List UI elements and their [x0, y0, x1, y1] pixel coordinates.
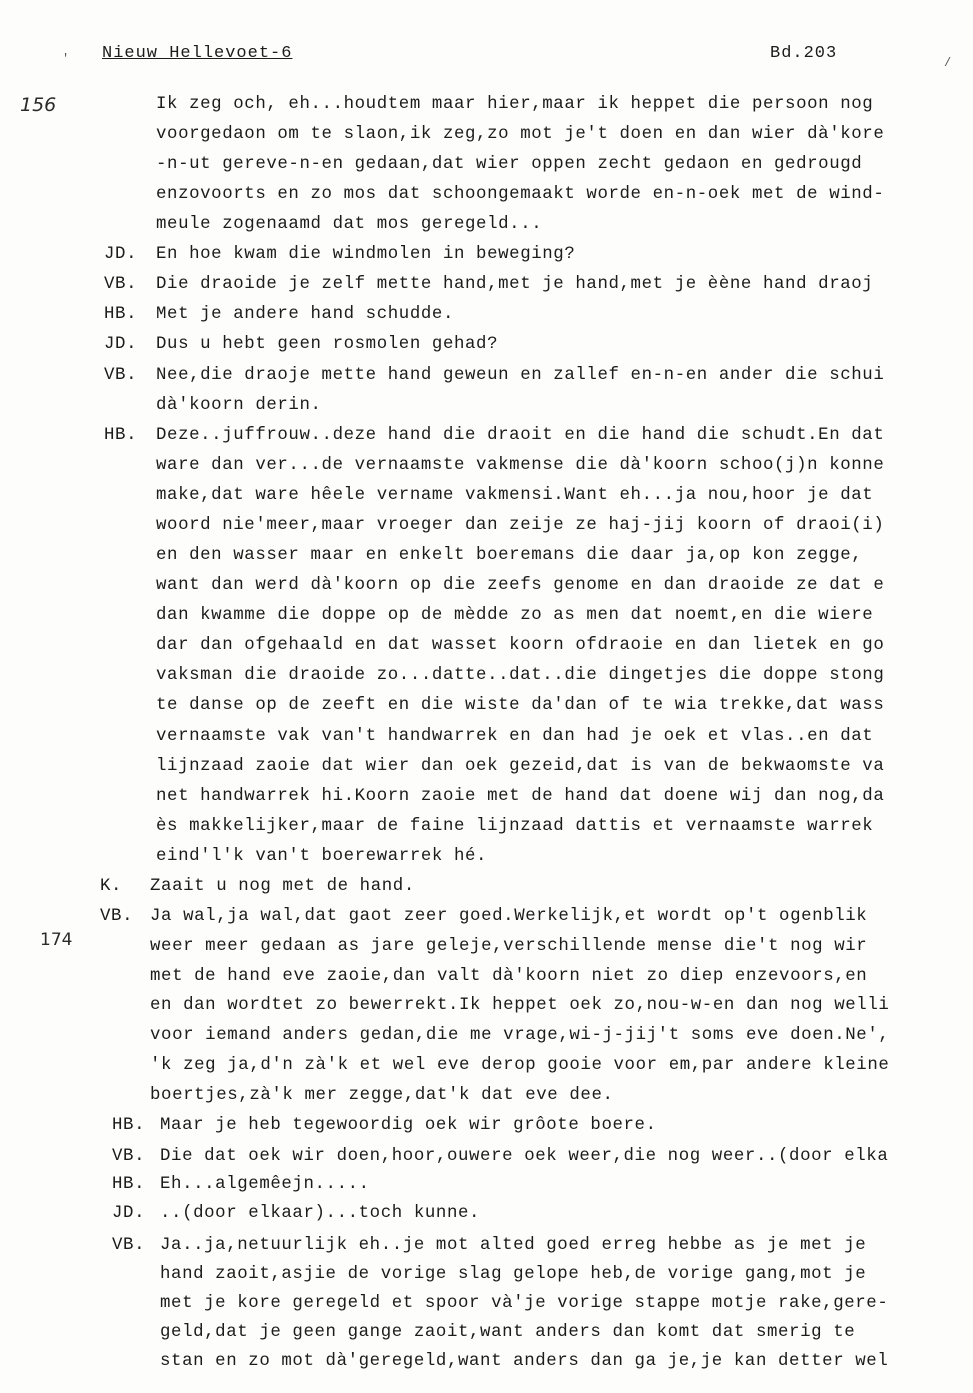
page-reference: Bd.203: [770, 44, 838, 63]
line-text: dà'koorn derin.: [156, 396, 322, 415]
line-text: Eh...algemêejn.....: [160, 1175, 370, 1194]
transcript-line: [0, 1347, 973, 1377]
transcript-line: [0, 150, 973, 180]
stray-mark: /: [944, 56, 952, 70]
line-text: met de hand eve zaoie,dan valt dà'koorn niet zo diep enzevoors,en: [150, 967, 868, 986]
speaker-label: JD.: [104, 335, 138, 354]
transcript-line: [0, 120, 973, 150]
speaker-label: VB.: [112, 1147, 146, 1166]
line-text: stan en zo mot dà'geregeld,want anders dan ga je,je kan detter wel: [160, 1352, 889, 1371]
line-text: Met je andere hand schudde.: [156, 305, 454, 324]
transcript-line: [0, 541, 973, 571]
line-text: met je kore geregeld et spoor và'je vorige stappe motje rake,gere-: [160, 1294, 889, 1313]
line-text: boertjes,zà'k mer zegge,dat'k dat eve dee.: [150, 1086, 614, 1105]
line-text: meule zogenaamd dat mos geregeld...: [156, 215, 543, 234]
line-text: Ik zeg och, eh...houdtem maar hier,maar ik heppet die persoon nog: [156, 95, 874, 114]
transcript-line: [0, 90, 973, 120]
margin-note-174: 174: [40, 930, 73, 950]
line-text: vernaamste vak van't handwarrek en dan had je oek et vlas..en dat: [156, 727, 874, 746]
line-text: Zaait u nog met de hand.: [150, 877, 415, 896]
transcript-line: [0, 180, 973, 210]
transcript-line: [0, 240, 973, 270]
transcript-line: [0, 902, 973, 932]
line-text: dan kwamme die doppe op de mèdde zo as men dat noemt,en die wiere: [156, 606, 874, 625]
transcript-line: [0, 210, 973, 240]
transcript-line: [0, 1111, 973, 1141]
line-text: en dan wordtet zo bewerrekt.Ik heppet oek zo,nou-w-en dan nog welli: [150, 996, 890, 1015]
transcript-line: [0, 300, 973, 330]
stray-mark: ': [62, 52, 70, 66]
line-text: weer meer gedaan as jare geleje,verschillende mense die't nog wir: [150, 937, 868, 956]
transcript-line: [0, 421, 973, 451]
line-text: Ja..ja,netuurlijk eh..je mot alted goed erreg hebbe as je met je: [160, 1236, 867, 1255]
line-text: vaksman die draoide zo...datte..dat..die dingetjes die doppe stong: [156, 666, 885, 685]
speaker-label: VB.: [112, 1236, 146, 1255]
line-text: Die draoide je zelf mette hand,met je hand,met je èène hand draoj: [156, 275, 874, 294]
transcript-line: [0, 270, 973, 300]
transcript-line: [0, 872, 973, 902]
line-text: ès makkelijker,maar de faine lijnzaad dattis et vernaamste warrek: [156, 817, 874, 836]
speaker-label: K.: [100, 877, 123, 896]
line-text: voorgedaon om te slaon,ik zeg,zo mot je't doen en dan wier dà'kore: [156, 125, 885, 144]
transcript-line: [0, 1051, 973, 1081]
speaker-label: VB.: [104, 275, 138, 294]
line-text: Deze..juffrouw..deze hand die draoit en die hand die schudt.En dat: [156, 426, 885, 445]
speaker-label: HB.: [112, 1116, 146, 1135]
line-text: voor iemand anders gedan,die me vrage,wi-j-jij't soms eve doen.Ne',: [150, 1026, 890, 1045]
transcript-line: [0, 1081, 973, 1111]
transcript-line: [0, 1021, 973, 1051]
transcript-line: [0, 511, 973, 541]
speaker-label: JD.: [112, 1204, 146, 1223]
line-text: 'k zeg ja,d'n zà'k et wel eve derop gooie voor em,par andere kleine: [150, 1056, 890, 1075]
line-text: Nee,die draoje mette hand geweun en zallef en-n-en ander die schui: [156, 366, 885, 385]
line-text: eind'l'k van't boerewarrek hé.: [156, 847, 488, 866]
line-text: lijnzaad zaoie dat wier dan oek gezeid,dat is van de bekwaomste va: [156, 757, 885, 776]
transcript-line: [0, 391, 973, 421]
line-text: en den wasser maar en enkelt boeremans die daar ja,op kon zegge,: [156, 546, 863, 565]
line-text: te danse op de zeeft en die wiste da'dan of te wia trekke,dat wass: [156, 696, 885, 715]
line-text: enzovoorts en zo mos dat schoongemaakt worde en-n-oek met de wind-: [156, 185, 885, 204]
transcript-line: [0, 1318, 973, 1348]
transcript-line: [0, 991, 973, 1021]
line-text: Ja wal,ja wal,dat gaot zeer goed.Werkelijk,et wordt op't ogenblik: [150, 907, 868, 926]
transcript-line: [0, 812, 973, 842]
speaker-label: VB.: [100, 907, 134, 926]
line-text: woord nie'meer,maar vroeger dan zeije ze haj-jij koorn of draoi(i): [156, 516, 885, 535]
line-text: hand zaoit,asjie de vorige slag gelope heb,de vorige gang,mot je: [160, 1265, 867, 1284]
transcript-line: [0, 842, 973, 872]
line-text: geld,dat je geen gange zaoit,want anders dan komt dat smerig te: [160, 1323, 856, 1342]
transcript-line: [0, 601, 973, 631]
transcript-line: [0, 1289, 973, 1319]
document-title: Nieuw Hellevoet-6: [102, 44, 293, 63]
transcript-line: [0, 962, 973, 992]
transcript-line: [0, 932, 973, 962]
margin-note-156: 156: [20, 94, 57, 116]
line-text: Dus u hebt geen rosmolen gehad?: [156, 335, 499, 354]
transcript-line: [0, 481, 973, 511]
transcript-line: [0, 631, 973, 661]
speaker-label: JD.: [104, 245, 138, 264]
transcript-line: [0, 1231, 973, 1261]
transcript-line: [0, 571, 973, 601]
line-text: -n-ut gereve-n-en gedaan,dat wier oppen zecht gedaon en gedrougd: [156, 155, 863, 174]
transcript-line: [0, 1199, 973, 1229]
transcript-line: [0, 661, 973, 691]
speaker-label: HB.: [104, 305, 138, 324]
line-text: ..(door elkaar)...toch kunne.: [160, 1204, 481, 1223]
line-text: ware dan ver...de vernaamste vakmense die dà'koorn schoo(j)n konne: [156, 456, 885, 475]
transcript-line: [0, 752, 973, 782]
line-text: net handwarrek hi.Koorn zaoie met de hand dat doene wij dan nog,da: [156, 787, 885, 806]
transcript-line: [0, 451, 973, 481]
line-text: make,dat ware hêele vername vakmensi.Want eh...ja nou,hoor je dat: [156, 486, 874, 505]
transcript-line: [0, 722, 973, 752]
line-text: En hoe kwam die windmolen in beweging?: [156, 245, 576, 264]
transcript-line: [0, 1142, 973, 1172]
transcript-line: [0, 361, 973, 391]
line-text: want dan werd dà'koorn op die zeefs genome en dan draoide ze dat e: [156, 576, 885, 595]
transcript-line: [0, 330, 973, 360]
line-text: Die dat oek wir doen,hoor,ouwere oek weer,die nog weer..(door elka: [160, 1147, 889, 1166]
line-text: Maar je heb tegewoordig oek wir grôote boere.: [160, 1116, 657, 1135]
transcript-line: [0, 782, 973, 812]
speaker-label: HB.: [112, 1175, 146, 1194]
transcript-line: [0, 1170, 973, 1200]
transcript-line: [0, 1260, 973, 1290]
speaker-label: HB.: [104, 426, 138, 445]
line-text: dar dan ofgehaald en dat wasset koorn ofdraoie en dan lietek en go: [156, 636, 885, 655]
speaker-label: VB.: [104, 366, 138, 385]
transcript-line: [0, 691, 973, 721]
